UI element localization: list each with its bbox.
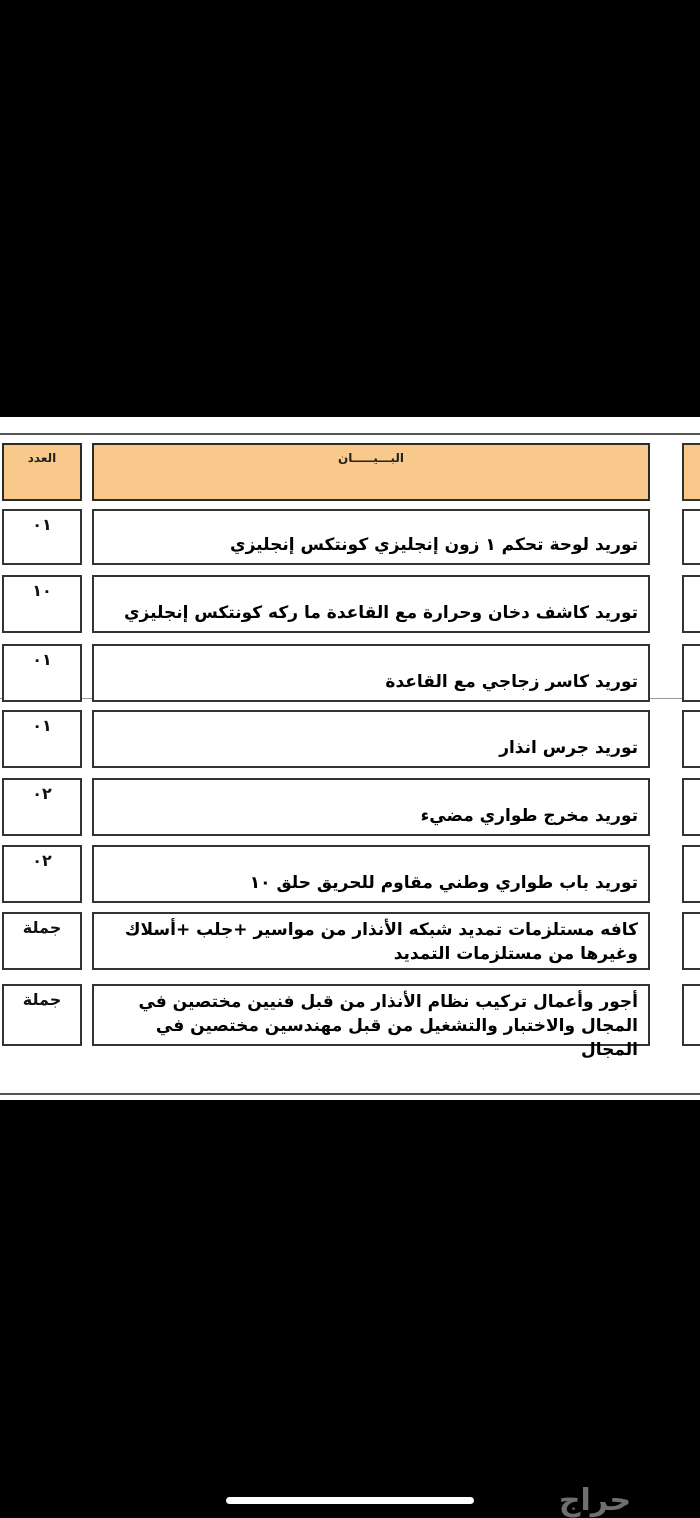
row-count: ٠٢ (32, 851, 52, 870)
header-count-label: العدد (27, 451, 57, 465)
table-row-description-cell (92, 778, 650, 836)
row-count: ٠١ (32, 650, 52, 669)
row-number-cell-edge (682, 845, 700, 903)
row-number-cell-edge (682, 509, 700, 565)
table-top-border (0, 433, 700, 435)
row-description: توريد لوحة تحكم ١ زون إنجليزي كونتكس إنجليزي (230, 535, 638, 555)
table-row-count-cell (2, 575, 82, 633)
row-count: جملة (22, 918, 62, 937)
row-number-cell-edge (682, 912, 700, 970)
table-row-count-cell (2, 710, 82, 768)
document-page (0, 417, 700, 1100)
row-count: ٠١ (32, 515, 52, 534)
row-number-cell-edge (682, 984, 700, 1046)
table-row-description-cell (92, 710, 650, 768)
header-description-cell (92, 443, 650, 501)
table-bottom-border (0, 1093, 700, 1095)
row-description: توريد باب طواري وطني مقاوم للحريق حلق ١٠ (249, 873, 638, 893)
row-description: توريد كاشف دخان وحرارة مع القاعدة ما ركه كونتكس إنجليزي (123, 603, 638, 623)
row-count: ٠٢ (32, 784, 52, 803)
row-description: توريد جرس انذار (499, 738, 638, 758)
table-row-count-cell (2, 644, 82, 702)
table-row-count-cell (2, 912, 82, 970)
row-number-cell-edge (682, 575, 700, 633)
row-description: أجور وأعمال تركيب نظام الأنذار من قبل فنيين مختصين في المجال والاختبار والتشغيل من قبل مهندسين مختصين في المجال (138, 992, 638, 1060)
table-row-description-cell (92, 845, 650, 903)
header-number-cell-edge (682, 443, 700, 501)
row-count: جملة (22, 990, 62, 1009)
row-number-cell-edge (682, 644, 700, 702)
table-row-description-cell (92, 984, 650, 1060)
row-description: توريد كاسر زجاجي مع القاعدة (385, 672, 638, 692)
table-row-count-cell (2, 984, 82, 1046)
haraj-watermark: حراج (558, 1483, 632, 1518)
home-indicator[interactable] (226, 1497, 474, 1504)
table-row-description-cell (92, 575, 650, 633)
table-row-count-cell (2, 845, 82, 903)
row-description: كافه مستلزمات تمديد شبكه الأنذار من مواسير +جلب +أسلاك وغيرها من مستلزمات التمديد (124, 920, 638, 964)
row-count: ١٠ (32, 581, 52, 600)
row-number-cell-edge (682, 710, 700, 768)
table-row-count-cell (2, 509, 82, 565)
table-row-count-cell (2, 778, 82, 836)
row-description: توريد مخرج طواري مضيء (420, 806, 638, 826)
row-number-cell-edge (682, 778, 700, 836)
table-row-description-cell (92, 509, 650, 565)
row-count: ٠١ (32, 716, 52, 735)
header-count-cell (2, 443, 82, 501)
header-description-label: البـــيـــــان (338, 451, 404, 465)
table-row-description-cell (92, 912, 650, 970)
table-row-description-cell (92, 644, 650, 702)
